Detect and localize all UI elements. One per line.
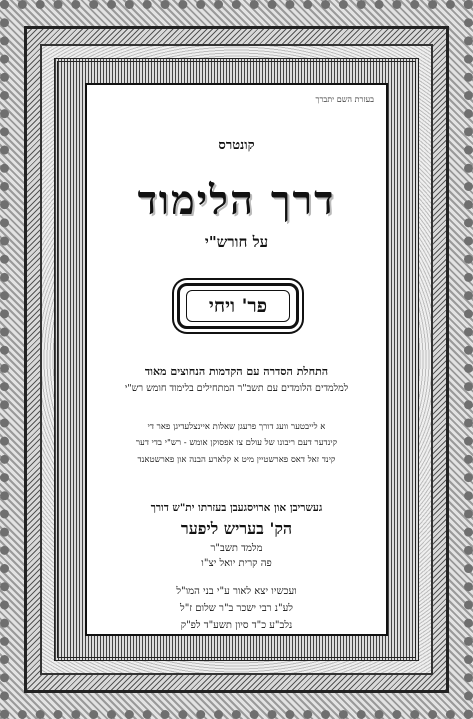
yiddish-line-3: קינד זאל דאס פארשטיין מיט א קלארע הבנה און פארשטאנד (137, 455, 336, 465)
title-page-panel (85, 83, 388, 636)
author-role: מלמד תשב"ר (210, 543, 263, 554)
memorial-line-3: נלב"ע כ"ד סיון תשע"ד לפ"ק (180, 620, 293, 631)
intro-line-1: התחלת הסדרה עם הקדמות הנחוצים מאוד (144, 365, 329, 378)
memorial-line-2: לע"נ רבי ישכר ב"ר שלום ז"ל (180, 603, 293, 614)
book-subtitle: על חורש"י (204, 233, 269, 251)
author-name: הק' בעריש ליפער (180, 519, 293, 538)
kuntres-label: קונטרס (218, 138, 255, 153)
blessing-header: בעזרת השם יתברך (315, 95, 374, 104)
book-title: דרך הלימוד (137, 177, 336, 224)
parsha-frame (177, 283, 299, 329)
memorial-line-1: ועכשיו יצא לאור ע"י בני המו"ל (176, 586, 297, 597)
intro-line-2: למלמדים הלומדים עם תשב"ר המתחילים בלימוד חומש רש"י (124, 383, 349, 394)
authorship-line: געשריבן און ארויסגעבן בעזרתו ית"ש דורך (150, 502, 323, 514)
yiddish-line-1: א לייבטער וועג דורך פרעגן שאלות איינצלעדיגן פאר די (147, 422, 326, 432)
author-place: פה קרית יואל יצ"ו (201, 558, 272, 569)
parsha-label: פר' ויחי (186, 290, 290, 322)
yiddish-line-2: קינדער דעם ריבונו של עולם צו אפסוקן אומש - רש"י בדי דער (135, 438, 338, 448)
